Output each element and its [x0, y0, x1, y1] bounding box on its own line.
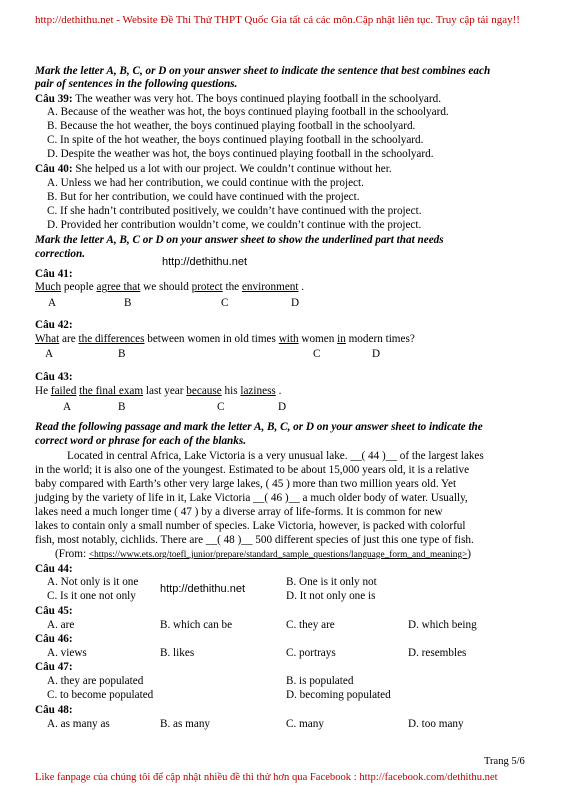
underlined-a: Much	[35, 281, 62, 293]
q44-option-a: A. Not only is it one	[47, 576, 139, 588]
passage-line: judging by the variety of life in it, Lake Victoria __( 46 )__ a much older body of water. Usually,	[35, 492, 468, 504]
underlined-c: with	[278, 333, 299, 345]
q47-option-c: C. to become populated	[47, 689, 154, 701]
underlined-c: protect	[191, 281, 223, 293]
q39-option-b: B. Because the hot weather, the boys continued playing football in the schoolyard.	[47, 120, 416, 132]
question-42-label: Câu 42:	[35, 319, 73, 331]
q45-option-b: B. which can be	[160, 619, 233, 631]
page-header-link[interactable]: http://dethithu.net - Website Đề Thi Thử THPT Quốc Gia tất cả các môn.Cập nhật liên tục. Truy cập tải ngay!!	[35, 14, 520, 26]
q41-letter-b: B	[124, 297, 132, 309]
sentence-text: .	[298, 281, 305, 293]
underlined-b: the final exam	[79, 385, 144, 397]
question-stem: She helped us a lot with our project. We couldn’t continue without her.	[75, 163, 392, 175]
q43-letter-c: C	[217, 401, 225, 413]
q45-option-a: A. are	[47, 619, 75, 631]
passage-line: in the world; it is also one of the youngest. Estimated to be about 15,000 years old, it is a relative	[35, 464, 470, 476]
instruction-error-line1: Mark the letter A, B, C or D on your answer sheet to show the underlined part that needs	[35, 234, 444, 246]
q46-option-c: C. portrays	[286, 647, 336, 659]
q42-letter-d: D	[372, 348, 381, 360]
passage-line: fish, most notably, cichlids. There are __( 48 )__ 500 different species of just this one type of fish.	[35, 534, 474, 546]
footer-facebook-link[interactable]: Like fanpage của chúng tôi để cập nhật nhiều đề thi thử hơn qua Facebook : http://facebook.com/dethithu.net	[35, 772, 498, 783]
q42-letter-b: B	[118, 348, 126, 360]
source-link[interactable]: <https://www.ets.org/toefl_junior/prepare/standard_sample_questions/language_form_and_meaning>	[88, 550, 468, 560]
watermark-link[interactable]: http://dethithu.net	[162, 256, 248, 268]
q39-option-a: A. Because of the weather was hot, the boys continued playing football in the schoolyard.	[47, 106, 449, 118]
q41-letter-c: C	[221, 297, 229, 309]
source-prefix: (From:	[55, 548, 89, 560]
q41-letter-d: D	[291, 297, 300, 309]
q48-option-b: B. as many	[160, 718, 211, 730]
question-47-label: Câu 47:	[35, 661, 73, 673]
passage-line: lakes to contain only a small number of species. Lake Victoria, however, is packed with colorful	[35, 520, 466, 532]
underlined-b: agree that	[96, 281, 141, 293]
sentence-text: are	[59, 333, 79, 345]
q48-option-c: C. many	[286, 718, 324, 730]
sentence-text: the	[222, 281, 242, 293]
page-number: Trang 5/6	[484, 756, 525, 767]
sentence-text: we should	[140, 281, 192, 293]
question-46-label: Câu 46:	[35, 633, 73, 645]
q48-option-d: D. too many	[408, 718, 464, 730]
q47-option-a: A. they are populated	[47, 675, 144, 687]
passage-line: Located in central Africa, Lake Victoria is a very unusual lake. __( 44 )__ of the largest lakes	[67, 450, 484, 462]
instruction-combine-line1: Mark the letter A, B, C, or D on your answer sheet to indicate the sentence that best combines each	[35, 65, 491, 77]
q44-option-b: B. One is it only not	[286, 576, 377, 588]
question-41-sentence	[35, 281, 304, 294]
q40-option-d: D. Provided her contribution wouldn’t come, we couldn’t continue with the project.	[47, 219, 422, 231]
underlined-b: the differences	[78, 333, 145, 345]
sentence-text: modern times?	[345, 333, 415, 345]
q46-option-d: D. resembles	[408, 647, 467, 659]
q39-option-d: D. Despite the weather was hot, the boys continued playing football in the schoolyard.	[47, 148, 434, 160]
underlined-a: failed	[50, 385, 77, 397]
question-41-label: Câu 41:	[35, 268, 73, 280]
q40-option-c: C. If she hadn’t contributed positively, we couldn’t have continued with the project.	[47, 205, 422, 217]
question-39	[35, 93, 441, 106]
question-42-sentence	[35, 333, 415, 346]
sentence-text: between women in old times	[144, 333, 279, 345]
q44-option-d: D. It not only one is	[286, 590, 376, 602]
watermark-link[interactable]: http://dethithu.net	[160, 583, 246, 595]
underlined-d: laziness	[240, 385, 276, 397]
question-stem: The weather was very hot. The boys continued playing football in the schoolyard.	[75, 93, 441, 105]
instruction-reading-line2: correct word or phrase for each of the blanks.	[35, 435, 247, 447]
passage-line: lakes need a much longer time ( 47 ) by a diverse array of life-forms. It is common for new	[35, 506, 443, 518]
question-40	[35, 163, 392, 176]
q45-option-d: D. which being	[408, 619, 477, 631]
question-43-label: Câu 43:	[35, 371, 73, 383]
q47-option-b: B. is populated	[286, 675, 354, 687]
underlined-a: What	[35, 333, 60, 345]
question-43-sentence	[35, 385, 281, 398]
q39-option-c: C. In spite of the hot weather, the boys continued playing football in the schoolyard.	[47, 134, 424, 146]
question-44-label: Câu 44:	[35, 563, 73, 575]
sentence-text: He	[35, 385, 51, 397]
source-citation	[55, 548, 471, 562]
question-label: Câu 40:	[35, 163, 73, 175]
q46-option-b: B. likes	[160, 647, 195, 659]
q43-letter-a: A	[63, 401, 72, 413]
instruction-reading-line1: Read the following passage and mark the letter A, B, C, or D on your answer sheet to indicate the	[35, 421, 483, 433]
q45-option-c: C. they are	[286, 619, 335, 631]
sentence-text: people	[61, 281, 97, 293]
q48-option-a: A. as many as	[47, 718, 110, 730]
q41-letter-a: A	[48, 297, 57, 309]
source-suffix: )	[467, 548, 472, 560]
question-48-label: Câu 48:	[35, 704, 73, 716]
q46-option-a: A. views	[47, 647, 87, 659]
underlined-d: environment	[241, 281, 299, 293]
question-label: Câu 39:	[35, 93, 73, 105]
q43-letter-d: D	[278, 401, 287, 413]
q47-option-d: D. becoming populated	[286, 689, 391, 701]
passage-line: baby compared with Earth’s other very large lakes, ( 45 ) more than two million years old. Yet	[35, 478, 457, 490]
sentence-text: .	[275, 385, 282, 397]
underlined-c: because	[186, 385, 222, 397]
underlined-d: in	[337, 333, 346, 345]
q42-letter-c: C	[313, 348, 321, 360]
q42-letter-a: A	[45, 348, 54, 360]
q43-letter-b: B	[118, 401, 126, 413]
instruction-error-line2: correction.	[35, 248, 86, 260]
sentence-text: women	[298, 333, 338, 345]
sentence-text: last year	[143, 385, 187, 397]
instruction-combine-line2: pair of sentences in the following questions.	[35, 78, 238, 90]
sentence-text: his	[221, 385, 241, 397]
question-45-label: Câu 45:	[35, 605, 73, 617]
q40-option-a: A. Unless we had her contribution, we could continue with the project.	[47, 177, 364, 189]
q40-option-b: B. But for her contribution, we could have continued with the project.	[47, 191, 360, 203]
q44-option-c: C. Is it one not only	[47, 590, 136, 602]
